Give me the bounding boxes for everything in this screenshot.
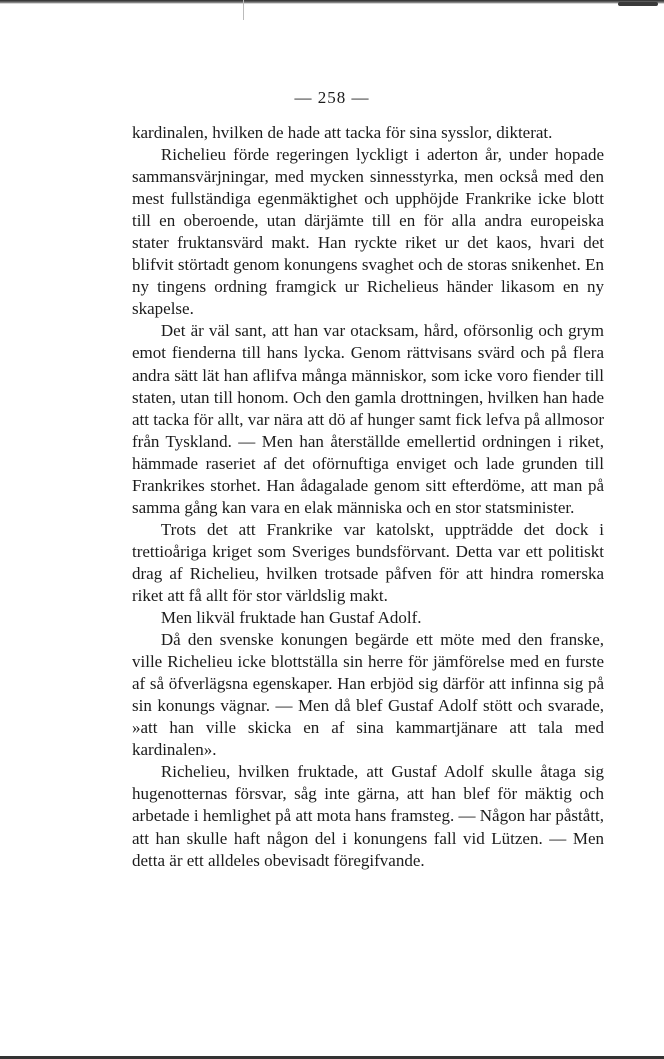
scan-mark (618, 2, 658, 6)
paragraph-fear: Men likväl fruktade han Gustaf Adolf. (160, 608, 422, 628)
paragraph-richelieu-regime: Richelieu förde regeringen lyckligt i aderton år, under hopade sammansvärjningar, med mycken sinnesstyrka, men också med den mest fullständiga egenmäktighet och upphöjde Frankrike icke blott till en oberoende, utan därjämte till en för alla andra europeiska stater fruktansvärd makt. Han ryckte riket ur det kaos, hvari det blifvit störtadt genom konungens svaghet och de storas snikenhet. En ny tingens ordning framgick ur Richelieus händer likasom en ny skapelse. (132, 145, 604, 319)
paragraph-continued: kardinalen, hvilken de hade att tacka för sina sysslor, dikterat. (132, 123, 553, 142)
scan-edge-top (0, 0, 664, 4)
body-text (132, 122, 604, 872)
paragraph-ingratitude: Det är väl sant, att han var otacksam, hård, oförsonlig och grym emot fienderna till hans lycka. Genom rättvisans svärd och på flera andra sätt lät han aflifva många människor, som icke voro fiender till staten, utan till honom. Och den gamla drottningen, hvilken han hade att tacka för allt, var nära att dö af hunger samt fick lefva på allmosor från Tyskland. — Men han återställde emellertid ordningen i riket, hämmade raseriet af det oförnuftiga enviget och lade grunden till Frankrikes storhet. Han ådagalade genom sitt efterdöme, att man på samma gång kan vara en elak människa och en stor statsminister. (132, 321, 604, 517)
page-number: — 258 — (294, 88, 370, 107)
paragraph-alliance: Trots det att Frankrike var katolskt, uppträdde det dock i trettioåriga kriget som Sveriges bundsförvant. Detta var ett politiskt drag af Richelieu, hvilken trotsade påfven för att hindra romerska riket att få allt för stor världslig makt. (132, 519, 604, 605)
paragraph-meeting: Då den svenske konungen begärde ett möte med den franske, ville Richelieu icke blottställa sin herre för jämförelse med en furste af så öfverlägsna egenskaper. Han erbjöd sig därför att infinna sig på sin konungs vägnar. — Men då blef Gustaf Adolf stött och svarade, »att han ville skicka en af sina kammartjänare att tala med kardinalen». (132, 630, 604, 760)
gutter-line (243, 0, 244, 20)
paragraph-lutzen: Richelieu, hvilken fruktade, att Gustaf Adolf skulle åtaga sig hugenotternas försvar, såg inte gärna, att han blef för mäktig och arbetade i hemlighet på att mota hans framsteg. — Någon har påstått, att han skulle haft någon del i konungens fall vid Lützen. — Men detta är ett alldeles obevisadt föregifvande. (132, 762, 604, 870)
